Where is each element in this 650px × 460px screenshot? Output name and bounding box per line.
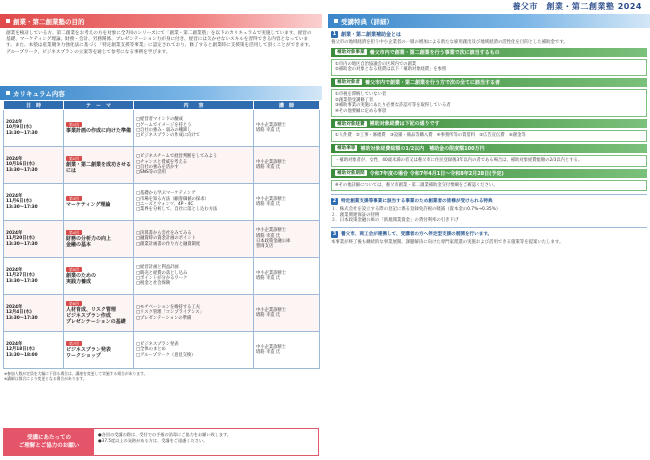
content-cell: □経営者マインドの醸成 □ゲームでイメージを持とう □自社の強み・弱みの棚卸し □ビジネスプランの作成に向けて [134,110,254,147]
subsidy-period-tag: 補助対象期間 [337,171,365,177]
content-cell: □決算書から会社をみてみる □融資時の資金計画のポイント □創業計画書の作り方と融資制度 [134,221,254,258]
subsidy-period-title: 令和7年度の場合 令和7年4月1日～令和8年2月28日(予定) [369,170,504,177]
subsidy-rate-body: ・補助対象者が、女性、40歳未満の者又は養父市に住民登録後3年以内の者である場合は、補助対象経費総額の2/3以内とする。 [331,155,647,167]
content-cell: □経営計画と利益計画 □販売と経費の落とし込み □ポイントが分かるワーク □税金と社会保険 [134,258,254,295]
theme-cell [64,147,134,184]
subsidy-target-person-tag: 補助対象者 [337,80,360,86]
col-header-date: 日 時 [4,101,64,110]
subsidy-period-heading [331,169,647,178]
theme-cell [64,332,134,369]
content-cell: □ビジネスチームで経営判断をしてみよう □チャンスと脅威を考える □自社の強みを活かす □SNS等の活用 [134,147,254,184]
benefit-2-heading [331,198,647,205]
instructor-cell: 中小企業診断士 塔筋 幸造 氏 [254,184,320,221]
instructor-cell: 中小企業診断士 塔筋 幸造 氏 [254,147,320,184]
session-theme: マーケティング理論 [66,202,111,209]
theme-cell [64,295,134,332]
benefit-1-heading [331,31,647,38]
benefit-2-number: 2 [332,197,337,204]
content-cell: □モチベーションを維持する工夫 □リスク管理「コンプライアンス」 □プレゼンテーションの準備 [134,295,254,332]
col-header-instructor: 講 師 [254,101,320,110]
instructor-cell: 中小企業診断士 塔筋 幸造 氏 [254,332,320,369]
benefit-1-title: 創業・第二創業補助金とは [341,32,402,38]
theme-cell [64,221,134,258]
col-header-content: 内 容 [134,101,254,110]
date-cell: 2024年 11月27日(水) 13:30〜17:30 [4,258,64,295]
benefits-heading-text: 受講特典（詳細） [341,17,393,26]
subsidy-target-person-body: ①市税を滞納していない者 ②創業塾受講修了者 ③補助事業の実施にあたり必要な許認可等を取得している者 ④その他要綱に定める事項 [331,89,647,117]
table-row [4,147,320,184]
section-divider [331,194,647,195]
date-cell: 2024年 12月4日(水) 13:30〜17:30 [4,295,64,332]
curriculum-heading [0,86,322,100]
benefit-1-body: 養父市の地域経済を担う中小企業者の一層の増加による新たな雇用創出及び地域経済の活性化を目的とした補助金です。 [331,40,568,45]
square-bullet-icon [6,19,10,23]
subsidy-expense-heading [331,119,647,128]
subsidy-rate-title: 補助対象経費総額の1/2以内 補助金の限度額100万円 [360,145,485,152]
subsidy-rate-tag: 補助率等 [337,146,356,152]
left-column [0,14,322,460]
session-badge: 第6回 [66,301,82,306]
table-row [4,258,320,295]
session-theme: 創業のための 実践力養成 [66,273,97,286]
subsidy-expense-title: 補助対象経費は下記の通りです [369,121,440,128]
right-column [328,14,650,460]
table-row [4,184,320,221]
session-badge: 第7回 [66,341,82,346]
benefit-2-body: １．株式会社を設立する際の登記に係る登録免許税の軽減（資本金の0.7%→0.35%） ２．創業関連保証の特例 ３．日本政策金融公庫の「新規開業資金」の貸付利率の引き下げ [331,206,501,224]
theme-cell [64,258,134,295]
square-bullet-icon [6,91,10,95]
instructor-cell: 中小企業診断士 塔筋 幸造 氏 [254,295,320,332]
session-theme: 財務の分析力の向上 金融の基本 [66,236,112,249]
date-cell: 2024年 12月18日(水) 13:30〜18:00 [4,332,64,369]
session-badge: 第4回 [66,230,82,235]
session-badge: 第1回 [66,122,82,127]
theme-cell [64,110,134,147]
date-cell: 2024年 11月20日(水) 13:30〜17:30 [4,221,64,258]
subsidy-target-person-title: 養父市内で創業・第二創業を行う方で次の全てに該当する者 [364,79,500,86]
purpose-heading-text: 創業・第二創業塾の目的 [13,17,85,26]
section-divider [331,227,647,228]
instructor-cell: 中小企業診断士 塔筋 幸造 氏 [254,110,320,147]
benefit-3-body: 本事業が終了後も継続的な事業展開、課題解決に向けた専門家派遣の実施および活用できる施策等を提案いたします。 [331,239,564,245]
table-row [4,110,320,147]
purpose-body: 創業を検討している方、第二創業をお考えの方を対象に全7回のシリーズにて「創業・第二創業塾」を以下のカリキュラムで実施しています。経営の基礎、マーケティング理論、財務・会計、労務関係、プレゼンテーション力が身に付き、経営には欠かせないスキルを習得できる内容となっています。また、本塾は産業競争力強化法に基づく「特定創業支援等事業」に認定されており、修了すると創業時に支援策を活用して頂くことができます。グループワーク、ビジネスプランの立案等を通じて参考になる事例を学びます。 [6,31,314,55]
benefits-heading [328,14,650,28]
benefit-3-number: 3 [332,230,337,237]
session-badge: 第2回 [66,156,82,161]
subsidy-target-business-tag: 補助対象事業 [337,50,365,56]
curriculum-header-row [4,101,320,110]
benefit-2-title: 特定創業支援等事業に該当する事業のため創業者の皆様が受けられる特典 [341,199,493,205]
benefit-3-heading [331,231,647,238]
content-cell: □基礎から学ぶマーケティング □市場を知る方法（顧客価値の探求） □ニーズとウォンツ、4P・4C □業界を分析して、自社に落とし込む方法 [134,184,254,221]
purpose-heading [0,14,322,28]
instructor-cell: 中小企業診断士 塔筋 幸造 氏 [254,258,320,295]
date-cell: 2024年 11月6日(水) 13:30〜17:30 [4,184,64,221]
notice-title-line2: ご理解とご協力のお願い [18,443,80,449]
session-theme: ビジネスプラン発表 ワークショップ [66,347,111,360]
theme-cell [64,184,134,221]
notice-body: ●各回の受講の際は、受付での手指の消毒にご協力をお願い致します。 ●37.5度以上の発熱がある方は、受講をご遠慮ください。 [98,432,232,443]
header-strip [0,0,650,14]
page-title: 養父市 創業・第二創業塾 2024 [512,2,642,11]
instructor-cell: 中小企業診断士 塔筋 幸造 氏 日本政策金融公庫 豊岡支店 [254,221,320,258]
subsidy-expense-tag: 補助対象経費 [337,121,365,127]
col-header-theme: テ ー マ [64,101,134,110]
benefit-1-number: 1 [332,31,337,37]
curriculum-notes: ※参加人数が定員を大幅に下回る場合は、講座を変更して実施する場合があります。 ※講師は都合により変更となる場合があります。 [4,371,148,381]
date-cell: 2024年 10月16日(水) 13:30〜17:30 [4,147,64,184]
subsidy-target-business-heading [331,48,647,57]
curriculum-heading-text: カリキュラム内容 [13,89,65,98]
notice-box [3,428,319,456]
notice-title-line1: 受講にあたっての [26,435,71,441]
session-badge: 第3回 [66,196,82,201]
session-theme: 人材育成、リスク管理 ビジネスプラン作成 プレゼンテーションの基礎 [66,307,126,326]
curriculum-table [3,100,320,369]
curriculum-body [4,110,320,369]
subsidy-rate-heading [331,144,647,153]
subsidy-target-person-heading [331,78,647,87]
session-badge: 第5回 [66,267,82,272]
notice-title [4,429,94,455]
benefit-3-title: 養父市、商工会が連携して、受講者の方へ伴走型支援の展開を行います。 [341,232,493,238]
content-cell: □ビジネスプラン発表 □全体のまとめ □グループワーク（意見交換） [134,332,254,369]
subsidy-period-body: ※その他詳細については、養父市創業・第二創業補助金交付要綱をご確認ください。 [331,180,647,192]
table-row [4,221,320,258]
table-row [4,332,320,369]
subsidy-target-business-title: 養父市内で創業・第二創業を行う事業で次に該当するもの [369,49,500,56]
session-theme: 事業計画の作成に向けた準備 [66,128,132,135]
subsidy-target-business-body: ①市内の地区自治協議会の区域内での創業 ②補助金の対象となる経費は以下「補助対象経費」を参照 [331,59,647,76]
session-theme: 創業・第二創業を成功させるには [66,162,132,175]
square-bullet-icon [334,19,338,23]
subsidy-expense-body: ①人件費 ②工事・修繕費 ③設備・備品等購入費 ④事務所等の賃借料 ⑤広告宣伝費 ⑥謝金等 [331,130,647,142]
date-cell: 2024年 10月9日(水) 13:30〜17:30 [4,110,64,147]
table-row [4,295,320,332]
